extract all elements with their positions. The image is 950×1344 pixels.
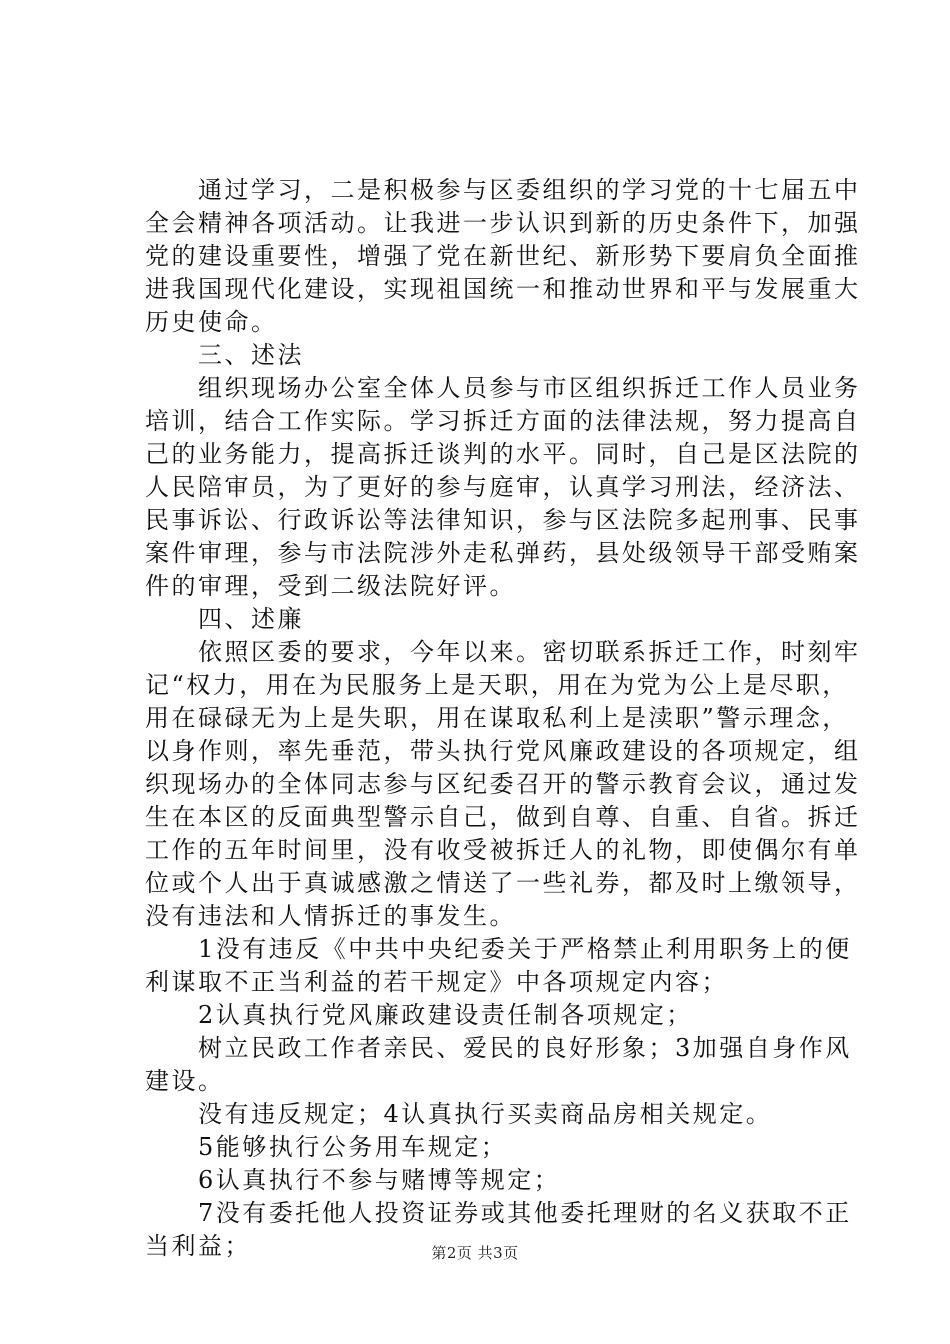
text-line: 通过学习，二是积极参与区委组织的学习党的十七届五中 [145,176,861,204]
page-number-footer: 第2页 共3页 [431,1244,519,1262]
list-item-line: 当利益； [145,1232,251,1260]
section-heading: 四、述廉 [145,605,304,633]
text-line: 用在碌碌无为上是失职，用在谋取私利上是渎职”警示理念， [145,704,849,732]
text-line: 没有违法和人情拆迁的事发生。 [145,902,516,930]
text-line: 工作的五年时间里，没有收受被拆迁人的礼物，即使偶尔有单 [145,836,861,864]
section-heading: 三、述法 [145,341,304,369]
text-line: 人民陪审员，为了更好的参与庭审，认真学习刑法，经济法、 [145,473,861,501]
text-line: 历史使命。 [145,308,278,336]
list-item-line: 建设。 [145,1067,225,1095]
text-line: 案件审理，参与市法院涉外走私弹药，县处级领导干部受贿案 [145,539,861,567]
text-line: 全会精神各项活动。让我进一步认识到新的历史条件下，加强 [145,209,861,237]
list-item-line: 5能够执行公务用车规定； [145,1133,508,1161]
list-item-line: 利谋取不正当利益的若干规定》中各项规定内容； [145,968,728,996]
text-line: 生在本区的反面典型警示自己，做到自尊、自重、自省。拆迁 [145,803,861,831]
list-item-line: 6认真执行不参与赌博等规定； [145,1166,561,1194]
text-line: 位或个人出于真诚感激之情送了一些礼券，都及时上缴领导， [145,869,861,897]
text-line: 党的建设重要性，增强了党在新世纪、新形势下要肩负全面推 [145,242,861,270]
text-line: 进我国现代化建设，实现祖国统一和推动世界和平与发展重大 [145,275,861,303]
text-line: 培训，结合工作实际。学习拆迁方面的法律法规，努力提高自 [145,407,861,435]
list-item-line: 7没有委托他人投资证券或其他委托理财的名义获取不正 [145,1199,852,1227]
list-item-line: 没有违反规定；4认真执行买卖商品房相关规定。 [145,1100,773,1128]
text-line: 件的审理，受到二级法院好评。 [145,572,516,600]
list-item-line: 2认真执行党风廉政建设责任制各项规定； [145,1001,693,1029]
text-line: 依照区委的要求，今年以来。密切联系拆迁工作，时刻牢 [145,638,861,666]
text-line: 己的业务能力，提高拆迁谈判的水平。同时，自己是区法院的 [145,440,861,468]
body-text [145,174,861,1263]
text-line: 组织现场办公室全体人员参与市区组织拆迁工作人员业务 [145,374,861,402]
list-item-line: 树立民政工作者亲民、爱民的良好形象；3加强自身作风 [145,1034,852,1062]
text-line: 以身作则，率先垂范，带头执行党风廉政建设的各项规定，组 [145,737,861,765]
text-line: 民事诉讼、行政诉讼等法律知识，参与区法院多起刑事、民事 [145,506,861,534]
list-item-line: 1没有违反《中共中央纪委关于严格禁止利用职务上的便 [145,935,852,963]
text-line: 织现场办的全体同志参与区纪委召开的警示教育会议，通过发 [145,770,861,798]
text-line: 记“权力，用在为民服务上是天职，用在为党为公上是尽职， [145,671,849,699]
